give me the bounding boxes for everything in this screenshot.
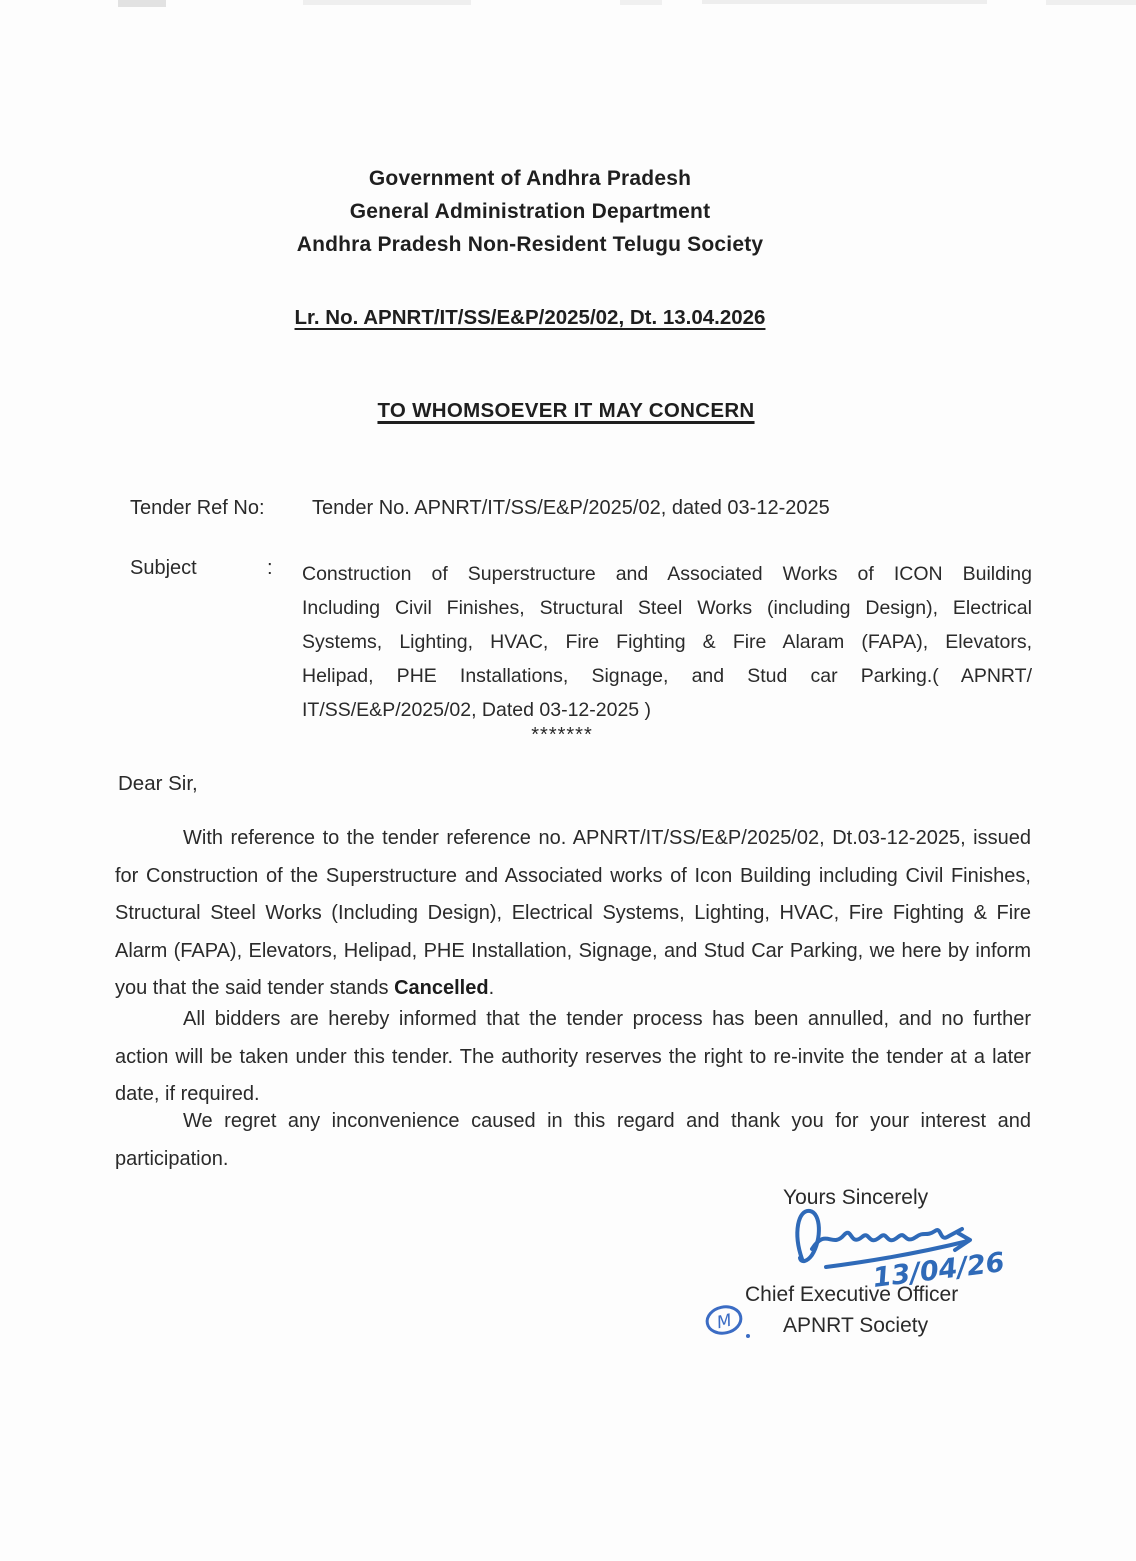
handwritten-date: 13/04/26 [871,1247,1007,1294]
signatory-designation: Chief Executive Officer [745,1283,959,1306]
tender-ref-value: Tender No. APNRT/IT/SS/E&P/2025/02, dated 03-12-2025 [312,497,830,519]
letterhead [0,162,1060,261]
closing-line: Yours Sincerely [783,1186,929,1209]
scan-artifact [1046,0,1136,5]
monogram-period [746,1334,750,1338]
handwritten-signature [788,1203,1034,1295]
body-paragraph-2: All bidders are hereby informed that the tender process has been annulled, and no further action will be taken under this tender. The authority reserves the right to re-invite the tender at a later date, if required. [115,1008,1031,1105]
asterisk-separator: ******* [531,724,593,746]
monogram-initial-mark [700,1300,756,1342]
body-paragraph-1 [115,820,1031,1008]
subject-text [302,557,1032,727]
para1-period: . [488,977,495,999]
subject-line: Including Civil Finishes, Structural Steel Works (including Design), Electrical [302,597,1032,619]
letterhead-line3: Andhra Pradesh Non-Resident Telugu Society [296,233,764,256]
subject-line: Construction of Superstructure and Associated Works of ICON Building [302,563,1032,585]
subject-line: Helipad, PHE Installations, Signage, and Stud car Parking.( APNRT/ [302,665,1032,687]
scan-artifact [702,0,987,4]
subject-colon: : [267,557,273,579]
subject-line: Systems, Lighting, HVAC, Fire Fighting & Fire Alaram (FAPA), Elevators, [302,631,1032,653]
reference-number-line: Lr. No. APNRT/IT/SS/E&P/2025/02, Dt. 13.04.2026 [294,306,766,329]
tender-ref-label: Tender Ref No: [130,497,265,519]
document-title: TO WHOMSOEVER IT MAY CONCERN [377,399,755,422]
cancelled-emphasis: Cancelled [394,977,489,999]
scan-artifact [620,0,662,5]
subject-line: IT/SS/E&P/2025/02, Dated 03-12-2025 ) [302,699,652,721]
scan-artifact [118,0,166,7]
signatory-organization: APNRT Society [783,1314,929,1337]
body-paragraph-3: We regret any inconvenience caused in this regard and thank you for your interest and participation. [115,1110,1031,1170]
salutation: Dear Sir, [118,772,198,795]
scan-artifact [303,0,471,5]
subject-label: Subject [130,557,197,579]
letterhead-line1: Government of Andhra Pradesh [368,167,692,190]
monogram-letter: M [715,1310,734,1334]
letterhead-line2: General Administration Department [349,200,711,223]
para1-text: With reference to the tender reference no. APNRT/IT/SS/E&P/2025/02, Dt.03-12-2025, issued for Construction of the Superstructure and Associated works of Icon Building including Civil Finishes, Structural Steel Works (Including Design), Electrical Systems, Lighting, HVAC, Fire Fighting & Fire Alarm (FAPA), Elevators, Helipad, PHE Installation, Signage, and Stud Car Parking, we here by inform you that the said tender stands [115,827,1031,999]
